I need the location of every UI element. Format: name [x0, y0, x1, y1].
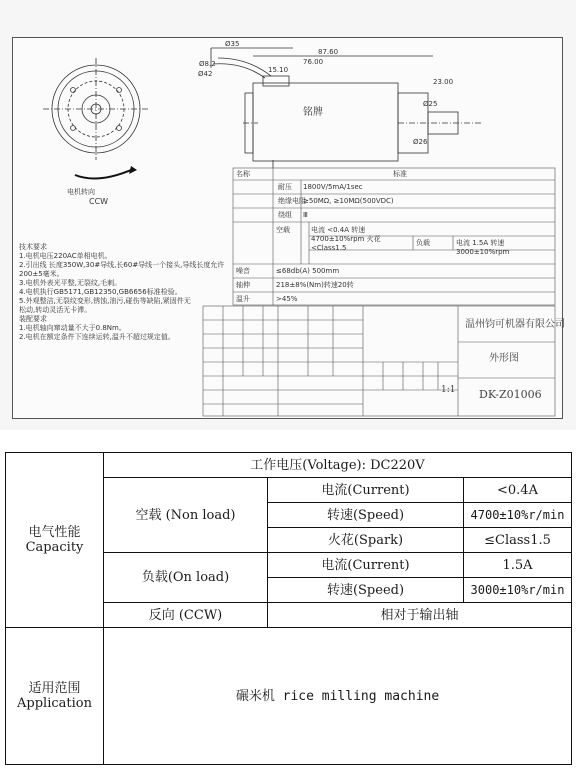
drawing-sheet	[12, 37, 563, 419]
rotation-arrow	[75, 170, 131, 179]
param-name: 负载	[416, 239, 430, 247]
drawing-scale: 1:1	[441, 385, 456, 395]
technical-notes	[19, 243, 224, 342]
param-cell: 电流(Current)	[268, 553, 464, 578]
dimension: Ø26	[413, 138, 428, 146]
param-cell: 转速(Speed)	[268, 503, 464, 528]
dimension: 23.00	[433, 78, 454, 86]
note: 200±5毫米。	[19, 270, 64, 278]
company-name: 温州钧可机器有限公司	[465, 319, 565, 330]
param-value: 218±8%(Nm)转速20转	[276, 281, 354, 289]
dimension: 87.60	[318, 48, 339, 56]
param-value: 电流 1.5A 转速 3000±10%rpm	[456, 239, 510, 256]
note: 2.引出线 长度350W,30#导线,长60#导线一个接头,导线长度允许	[19, 261, 225, 269]
capacity-label-en: Capacity	[25, 540, 84, 555]
motor-nameplate-label: 铭牌	[303, 107, 323, 118]
dimension: 15.10	[268, 66, 289, 74]
application-value: 碾米机 rice milling machine	[104, 628, 572, 765]
front-view	[43, 58, 149, 160]
param-name: 轴伸	[236, 281, 250, 289]
no-load-label: 空载 (Non load)	[104, 478, 268, 553]
param-value: ≤68db(A) 500mm	[276, 267, 340, 275]
param-header-name: 名称	[236, 170, 250, 178]
load-label: 负载(On load)	[104, 553, 268, 603]
param-value: Ⅲ	[303, 211, 308, 219]
param-header-standard: 标准	[393, 170, 407, 178]
note: 4.电机执行GB5171,GB12350,GB6656标准检验。	[19, 288, 182, 296]
spec-table	[5, 452, 571, 765]
rotation-direction: CCW	[89, 197, 109, 206]
note: 3.电机外表光平整,无裂纹,毛刺。	[19, 279, 122, 287]
param-cell: 电流(Current)	[268, 478, 464, 503]
side-view	[211, 48, 483, 168]
rotation-label: 电机转向	[67, 188, 95, 196]
param-value: ≥50MΩ, ≥10MΩ(500VDC)	[303, 197, 394, 205]
note: 5.外观整洁,无裂纹变形,锈蚀,油污,碰伤等缺陷,紧固件无松动,转动灵活无卡滞。	[19, 297, 191, 314]
param-name: 温升	[236, 295, 250, 303]
arrow-head	[129, 166, 137, 174]
dimension: Ø8.2	[199, 60, 216, 68]
param-cell: 转速(Speed)	[268, 578, 464, 603]
param-name: 空载	[276, 226, 290, 234]
capacity-cell	[6, 453, 104, 628]
note: 1.电机电压220AC单相电机。	[19, 252, 112, 260]
voltage-cell: 工作电压(Voltage): DC220V	[104, 453, 572, 478]
param-value: >45%	[276, 295, 298, 303]
notes-title: 技术要求	[19, 243, 47, 251]
param-name: 绝缘电阻	[278, 197, 306, 205]
param-name: 噪音	[236, 267, 250, 275]
param-name: 绕组	[278, 211, 292, 219]
note: 2.电机在额定条件下连续运转,温升不超过规定值。	[19, 333, 175, 341]
value-cell: 3000±10%r/min	[464, 578, 572, 603]
application-cell	[6, 628, 104, 765]
value-cell: <0.4A	[464, 478, 572, 503]
value-cell: 1.5A	[464, 553, 572, 578]
value-cell: 4700±10%r/min	[464, 503, 572, 528]
dimension: Ø42	[198, 70, 213, 78]
param-name: 耐压	[278, 183, 292, 191]
application-label-en: Application	[17, 696, 92, 711]
note: 装配要求	[19, 315, 47, 323]
drawing-name: 外形图	[489, 353, 519, 364]
dimension: 76.00	[303, 58, 324, 66]
reverse-value: 相对于输出轴	[268, 603, 572, 628]
value-cell: ≤Class1.5	[464, 528, 572, 553]
dimension: Ø25	[423, 100, 438, 108]
reverse-label: 反向 (CCW)	[104, 603, 268, 628]
param-cell: 火花(Spark)	[268, 528, 464, 553]
drawing-number: DK-Z01006	[479, 388, 542, 401]
param-value: 电流 <0.4A 转速 4700±10%rpm 火花 <Class1.5	[311, 226, 381, 252]
param-value: 1800V/5mA/1sec	[303, 183, 363, 191]
dimension: Ø35	[225, 40, 240, 48]
capacity-label-cn: 电气性能	[28, 525, 81, 540]
note: 1.电机轴向窜动量不大于0.8Nm。	[19, 324, 126, 332]
application-label-cn: 适用范围	[28, 681, 81, 696]
